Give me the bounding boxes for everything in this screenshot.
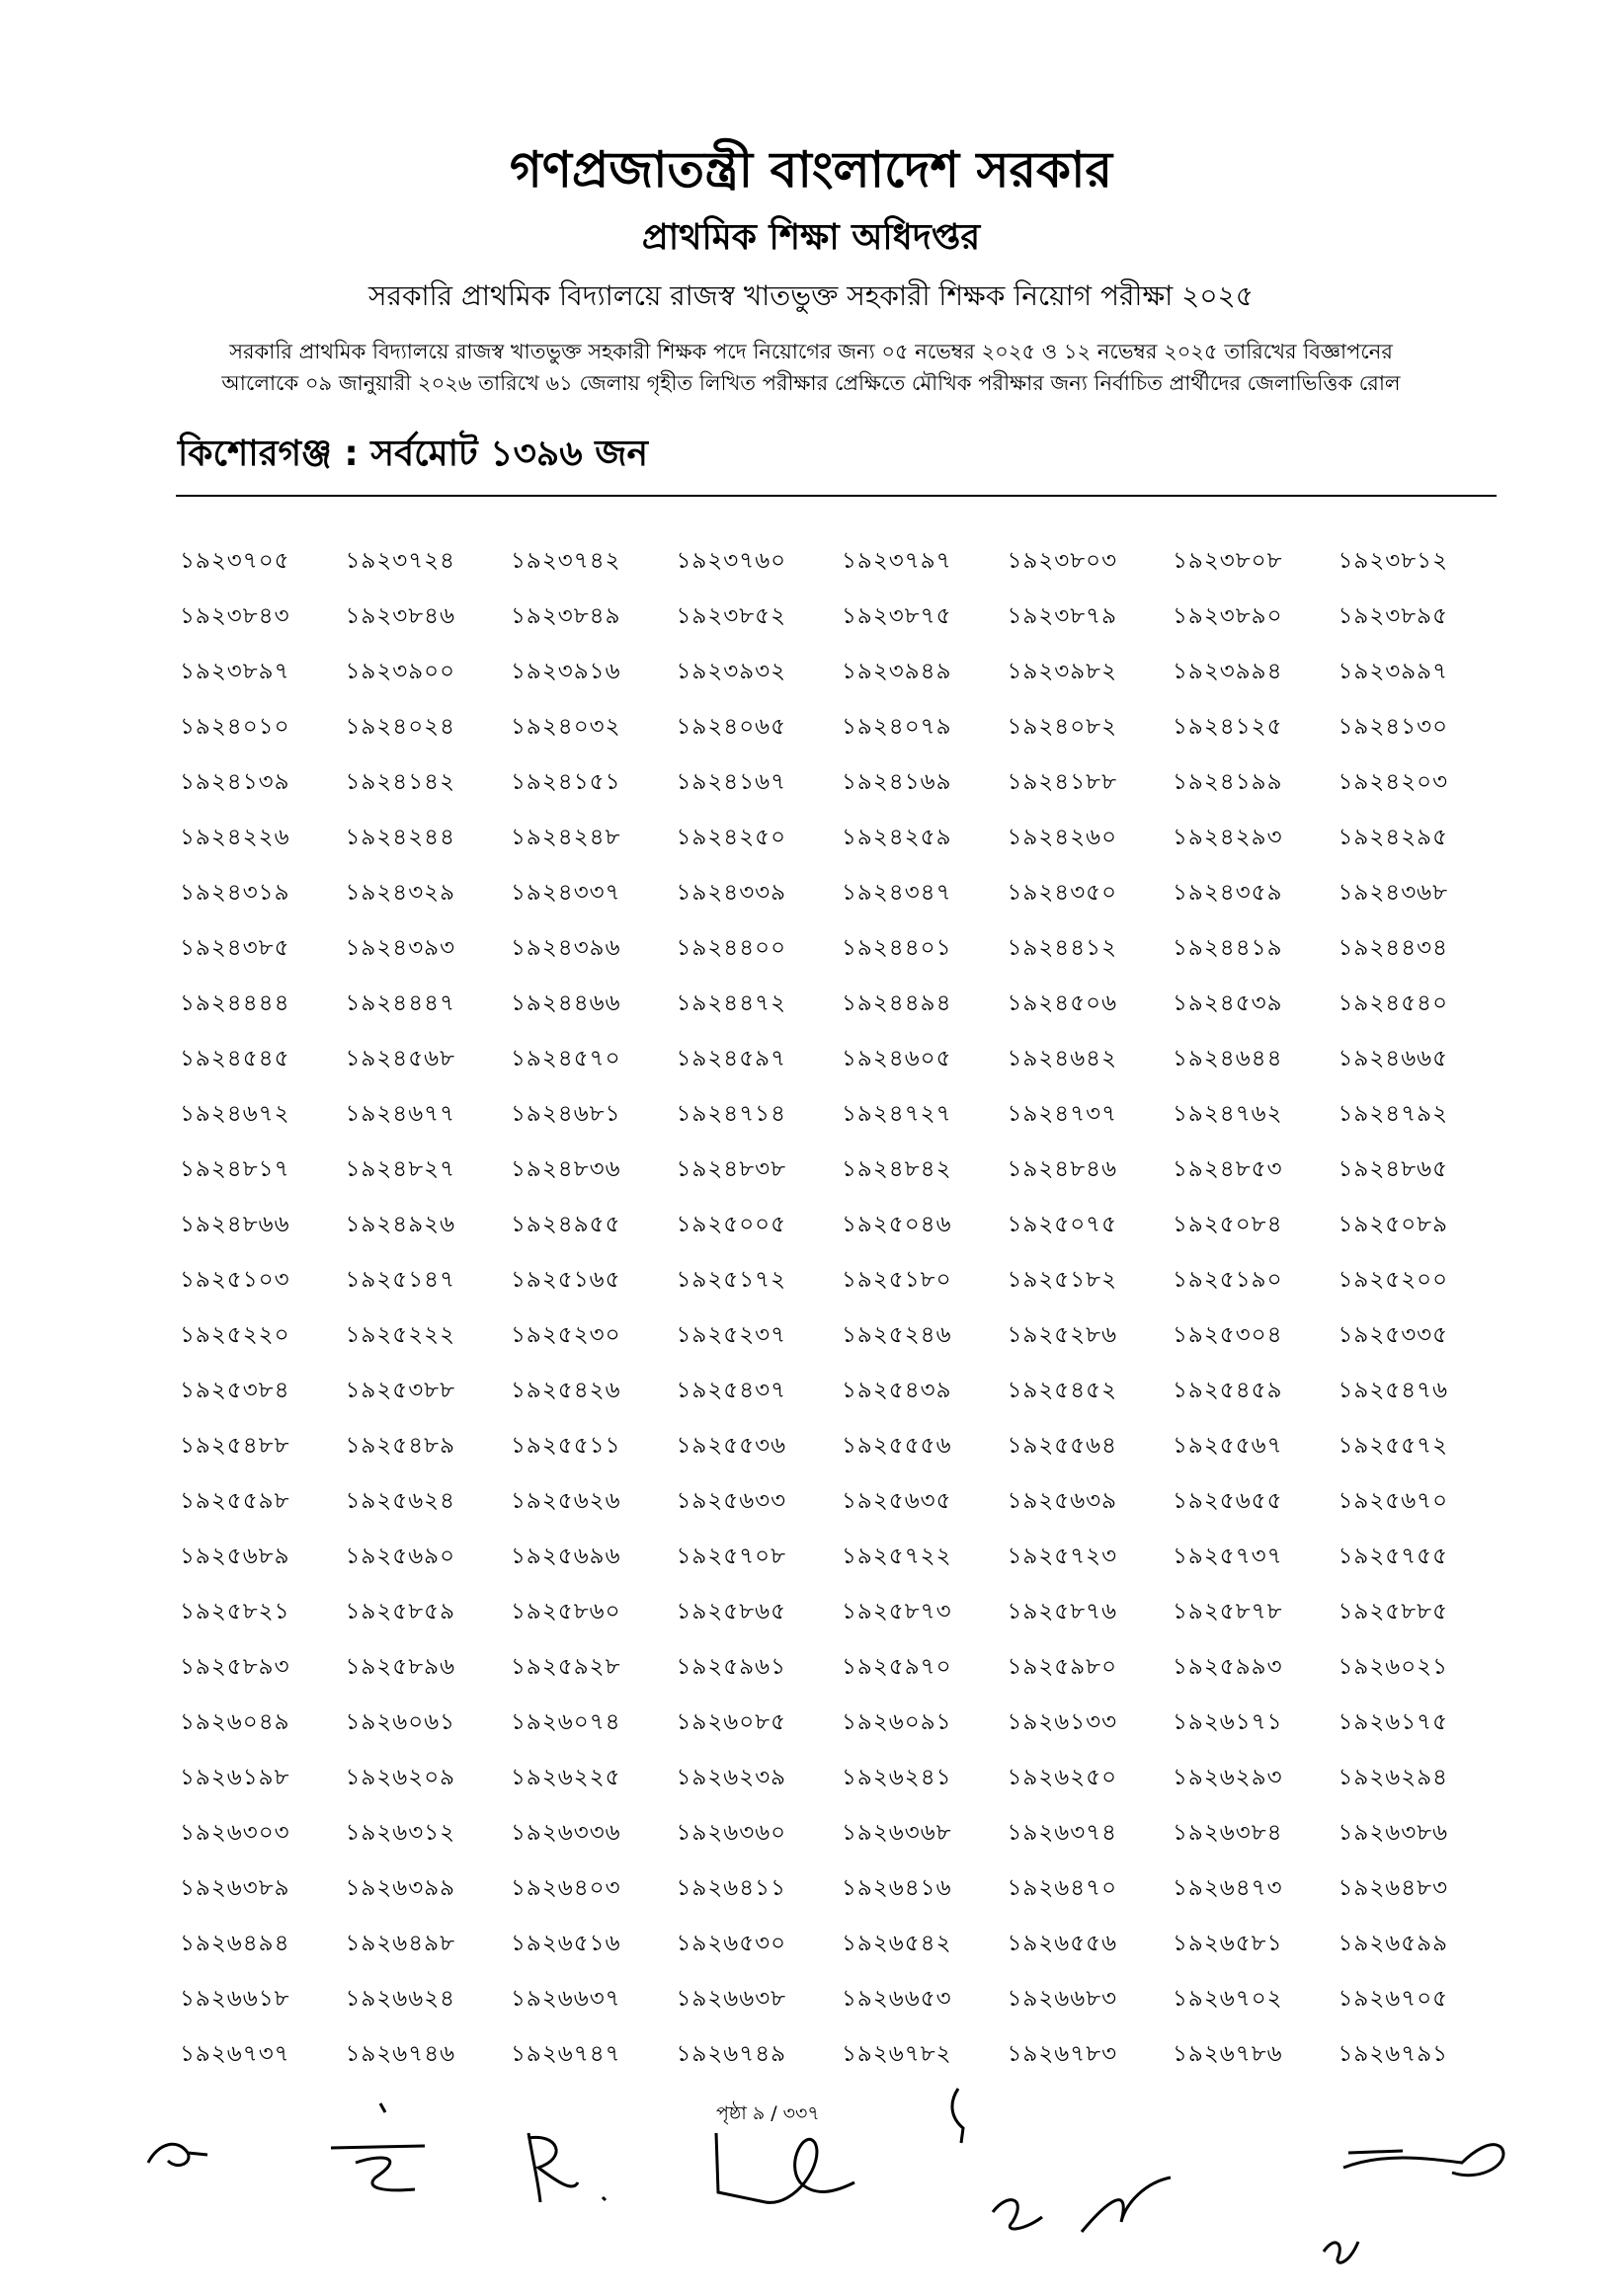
roll-number: ১৯২৬৪৮৩ [1338, 1874, 1449, 1901]
signature-3 [519, 2123, 627, 2212]
roll-number: ১৯২৪২৪৪ [345, 824, 456, 850]
roll-number: ১৯২৩৮০৮ [1173, 547, 1283, 574]
roll-number: ১৯২৬৫৪২ [842, 1930, 952, 1956]
roll-row [180, 976, 1503, 1031]
roll-number: ১৯২৪১২৫ [1173, 713, 1283, 740]
roll-number: ১৯২৫১৯০ [1173, 1266, 1283, 1293]
roll-number: ১৯২৪১৩৯ [180, 768, 290, 795]
roll-number: ১৯২৬০৮৫ [676, 1708, 787, 1735]
signature-1 [138, 2123, 217, 2182]
roll-number: ১৯২৫৬৯৬ [511, 1543, 621, 1569]
roll-number: ১৯২৪৫৪০ [1338, 990, 1449, 1016]
roll-number: ১৯২৪৩৪৭ [842, 879, 952, 906]
notice-line-2: আলোকে ০৯ জানুয়ারী ২০২৬ তারিখে ৬১ জেলায় গৃহীত লিখিত পরীক্ষার প্রেক্ষিতে মৌখিক পরীক্ষার জন্য নির্বাচিত প্রার্থীদের জেলাভিত্তিক রোল [221, 371, 1401, 395]
district-heading: কিশোরগঞ্জ : সর্বমোট ১৩৯৬ জন [178, 434, 648, 474]
roll-number: ১৯২৬২৫০ [1007, 1764, 1118, 1790]
roll-number: ১৯২৩৮৯০ [1173, 602, 1283, 629]
roll-number: ১৯২৬৪০৩ [511, 1874, 621, 1901]
roll-number: ১৯২৪৫৪৫ [180, 1045, 290, 1071]
roll-number: ১৯২৩৭৯৭ [842, 547, 952, 574]
roll-number: ১৯২৪৮৬৬ [180, 1211, 290, 1237]
roll-number: ১৯২৬৩০৩ [180, 1819, 290, 1846]
roll-row [180, 1252, 1503, 1307]
roll-number: ১৯২৪৪০১ [842, 934, 952, 961]
roll-number: ১৯২৬৩৮৪ [1173, 1819, 1283, 1846]
roll-number: ১৯২৫১৮০ [842, 1266, 952, 1293]
roll-number: ১৯২৫৮৭৩ [842, 1598, 952, 1624]
roll-row [180, 644, 1503, 699]
roll-number: ১৯২৩৮৭৯ [1007, 602, 1118, 629]
roll-number: ১৯২৬০২১ [1338, 1653, 1449, 1680]
roll-number: ১৯২৫৬৭০ [1338, 1487, 1449, 1514]
roll-number: ১৯২৪৫৬৮ [345, 1045, 456, 1071]
roll-number: ১৯২৪২৯৫ [1338, 824, 1449, 850]
roll-number: ১৯২৫৪৫৯ [1173, 1377, 1283, 1403]
roll-number: ১৯২৫৫৫৬ [842, 1432, 952, 1459]
roll-number: ১৯২৪৪৪৭ [345, 990, 456, 1016]
roll-row [180, 699, 1503, 754]
roll-number: ১৯২৪৪৪৪ [180, 990, 290, 1016]
roll-number: ১৯২৬১৩৩ [1007, 1708, 1118, 1735]
roll-row [180, 1086, 1503, 1142]
roll-number: ১৯২৫৪২৬ [511, 1377, 621, 1403]
roll-number: ১৯২৪৮১৭ [180, 1155, 290, 1182]
roll-number: ১৯২৫৯৬১ [676, 1653, 787, 1680]
roll-row [180, 1307, 1503, 1363]
roll-number: ১৯২৩৯৩২ [676, 658, 787, 684]
signature-5 [933, 2084, 1210, 2252]
roll-number: ১৯২৬০৭৪ [511, 1708, 621, 1735]
heading-divider [176, 495, 1497, 497]
roll-number: ১৯২৪৫৭০ [511, 1045, 621, 1071]
roll-number: ১৯২৫১৬৫ [511, 1266, 621, 1293]
signature-2 [326, 2098, 435, 2207]
roll-number: ১৯২৫৫৩৬ [676, 1432, 787, 1459]
roll-number: ১৯২৩৯৮২ [1007, 658, 1118, 684]
roll-number: ১৯২৫৬৮৯ [180, 1543, 290, 1569]
roll-number: ১৯২৪৪৩৪ [1338, 934, 1449, 961]
roll-row [180, 1584, 1503, 1639]
roll-row [180, 1418, 1503, 1473]
roll-number: ১৯২৬৫১৬ [511, 1930, 621, 1956]
roll-number: ১৯২৪৩৯৬ [511, 934, 621, 961]
roll-number: ১৯২৫৭২৩ [1007, 1543, 1118, 1569]
roll-number: ১৯২৫২০০ [1338, 1266, 1449, 1293]
roll-number: ১৯২৩৭৪২ [511, 547, 621, 574]
roll-row [180, 2026, 1503, 2082]
roll-row [180, 810, 1503, 865]
roll-number: ১৯২৬৭৯১ [1338, 2040, 1449, 2067]
roll-number: ১৯২৬৭৮৬ [1173, 2040, 1283, 2067]
roll-number: ১৯২৪৩৫০ [1007, 879, 1118, 906]
roll-number: ১৯২৫৮২১ [180, 1598, 290, 1624]
roll-number: ১৯২৬৬৩৮ [676, 1985, 787, 2012]
roll-number: ১৯২৬২৪১ [842, 1764, 952, 1790]
roll-number: ১৯২৬১৭১ [1173, 1708, 1283, 1735]
roll-number: ১৯২৫৮৮৫ [1338, 1598, 1449, 1624]
roll-number: ১৯২৫৪৫২ [1007, 1377, 1118, 1403]
roll-number: ১৯২৫৭০৮ [676, 1543, 787, 1569]
roll-number: ১৯২৪২৫৯ [842, 824, 952, 850]
roll-number: ১৯২৪৪১৯ [1173, 934, 1283, 961]
roll-number: ১৯২৪৩৯৩ [345, 934, 456, 961]
roll-number: ১৯২৬৩৬০ [676, 1819, 787, 1846]
roll-number: ১৯২৩৮৯৭ [180, 658, 290, 684]
roll-number: ১৯২৬৭৮৩ [1007, 2040, 1118, 2067]
roll-number: ১৯২৪৬৪২ [1007, 1045, 1118, 1071]
roll-number: ১৯২৪২৯৩ [1173, 824, 1283, 850]
roll-row [180, 1197, 1503, 1252]
roll-number: ১৯২৫৬৫৫ [1173, 1487, 1283, 1514]
roll-number: ১৯২৬৭৩৭ [180, 2040, 290, 2067]
roll-number: ১৯২৫০৪৬ [842, 1211, 952, 1237]
roll-row [180, 1639, 1503, 1695]
roll-number: ১৯২৪০৬৫ [676, 713, 787, 740]
roll-number: ১৯২৪২২৬ [180, 824, 290, 850]
roll-number: ১৯২৬২৯৪ [1338, 1764, 1449, 1790]
roll-number: ১৯২৪৬৮১ [511, 1100, 621, 1127]
roll-row [180, 1473, 1503, 1529]
roll-number: ১৯২৩৮৪৬ [345, 602, 456, 629]
roll-number: ১৯২৪০৮২ [1007, 713, 1118, 740]
roll-number: ১৯২৫৮৬০ [511, 1598, 621, 1624]
roll-number: ১৯২৪১৪২ [345, 768, 456, 795]
roll-number: ১৯২৬৩৬৮ [842, 1819, 952, 1846]
roll-number: ১৯২৫৫৬৭ [1173, 1432, 1283, 1459]
roll-number: ১৯২৩৮০৩ [1007, 547, 1118, 574]
roll-number: ১৯২৪৮৩৮ [676, 1155, 787, 1182]
roll-number: ১৯২৫৪৮৮ [180, 1432, 290, 1459]
roll-number: ১৯২৪৭১৪ [676, 1100, 787, 1127]
roll-number: ১৯২৪৫০৬ [1007, 990, 1118, 1016]
roll-number: ১৯২৫৯৯৩ [1173, 1653, 1283, 1680]
roll-number: ১৯২৫৮৭৮ [1173, 1598, 1283, 1624]
roll-number: ১৯২৫৪৮৯ [345, 1432, 456, 1459]
roll-number: ১৯২৫০৮৪ [1173, 1211, 1283, 1237]
roll-number: ১৯২৪৪৯৪ [842, 990, 952, 1016]
roll-number: ১৯২৪৩১৯ [180, 879, 290, 906]
roll-number: ১৯২৪৮৪৬ [1007, 1155, 1118, 1182]
roll-number: ১৯২৪৪১২ [1007, 934, 1118, 961]
roll-number: ১৯২৫৯৭০ [842, 1653, 952, 1680]
roll-number: ১৯২৫৫১১ [511, 1432, 621, 1459]
roll-number: ১৯২৫৩৮৮ [345, 1377, 456, 1403]
roll-number: ১৯২৬৪১৬ [842, 1874, 952, 1901]
roll-number: ১৯২৬১৯৮ [180, 1764, 290, 1790]
roll-number: ১৯২৪২৪৮ [511, 824, 621, 850]
roll-number: ১৯২৪৪৭২ [676, 990, 787, 1016]
roll-row [180, 1861, 1503, 1916]
roll-number: ১৯২৬৩৮৬ [1338, 1819, 1449, 1846]
roll-number: ১৯২৫৮৬৫ [676, 1598, 787, 1624]
roll-number: ১৯২৫৬৯০ [345, 1543, 456, 1569]
roll-number: ১৯২৪১৬৭ [676, 768, 787, 795]
roll-number: ১৯২৩৮৭৫ [842, 602, 952, 629]
roll-number: ১৯২৬৩৮৯ [180, 1874, 290, 1901]
roll-number: ১৯২৫১৪৭ [345, 1266, 456, 1293]
roll-number: ১৯২৩৮১২ [1338, 547, 1449, 574]
roll-number: ১৯২৬৫৩০ [676, 1930, 787, 1956]
roll-row [180, 1916, 1503, 1971]
roll-number: ১৯২৪৭২৭ [842, 1100, 952, 1127]
roll-number-grid [180, 533, 1503, 2082]
roll-number: ১৯২৫৬৩৫ [842, 1487, 952, 1514]
roll-number: ১৯২৪৯৫৫ [511, 1211, 621, 1237]
roll-number: ১৯২৬৭০২ [1173, 1985, 1283, 2012]
notice-line-1: সরকারি প্রাথমিক বিদ্যালয়ে রাজস্ব খাতভুক্ত সহকারী শিক্ষক পদে নিয়োগের জন্য ০৫ নভেম্বর ২০২৫ ও ১২ নভেম্বর ২০২৫ তারিখের বিজ্ঞাপনের [229, 340, 1393, 363]
roll-number: ১৯২৩৭৬০ [676, 547, 787, 574]
roll-number: ১৯২৫০৮৯ [1338, 1211, 1449, 1237]
roll-number: ১৯২৩৯১৬ [511, 658, 621, 684]
roll-number: ১৯২৪১৮৮ [1007, 768, 1118, 795]
roll-number: ১৯২৬৪৯৪ [180, 1930, 290, 1956]
roll-row [180, 1031, 1503, 1086]
roll-number: ১৯২৪২০৩ [1338, 768, 1449, 795]
roll-number: ১৯২৫৬২৪ [345, 1487, 456, 1514]
roll-number: ১৯২৫৪৭৬ [1338, 1377, 1449, 1403]
roll-number: ১৯২৫৩৮৪ [180, 1377, 290, 1403]
roll-number: ১৯২৫৮৯৬ [345, 1653, 456, 1680]
roll-number: ১৯২৪২৫০ [676, 824, 787, 850]
roll-row [180, 1363, 1503, 1418]
roll-number: ১৯২৬৬৫৩ [842, 1985, 952, 2012]
roll-number: ১৯২৬৭৪৯ [676, 2040, 787, 2067]
roll-number: ১৯২৬৩৭৪ [1007, 1819, 1118, 1846]
roll-number: ১৯২৫২৪৬ [842, 1321, 952, 1348]
roll-number: ১৯২৬০৯১ [842, 1708, 952, 1735]
roll-number: ১৯২৩৯৪৯ [842, 658, 952, 684]
roll-number: ১৯২৪৩৫৯ [1173, 879, 1283, 906]
roll-number: ১৯২৫১৭২ [676, 1266, 787, 1293]
roll-number: ১৯২৬৪৭০ [1007, 1874, 1118, 1901]
roll-number: ১৯২৫৯৮০ [1007, 1653, 1118, 1680]
government-title: গণপ্রজাতন্ত্রী বাংলাদেশ সরকার [510, 141, 1112, 198]
roll-number: ১৯২৬৩১২ [345, 1819, 456, 1846]
roll-number: ১৯২৪৮৫৩ [1173, 1155, 1283, 1182]
roll-number: ১৯২৪৬৪৪ [1173, 1045, 1283, 1071]
roll-number: ১৯২৪০১০ [180, 713, 290, 740]
roll-number: ১৯২৪৮৩৬ [511, 1155, 621, 1182]
roll-number: ১৯২৫৮৭৬ [1007, 1598, 1118, 1624]
directorate-title: প্রাথমিক শিক্ষা অধিদপ্তর [641, 217, 981, 258]
roll-number: ১৯২৬৭৮২ [842, 2040, 952, 2067]
roll-number: ১৯২৪০৭৯ [842, 713, 952, 740]
roll-number: ১৯২৫৮৫৯ [345, 1598, 456, 1624]
roll-number: ১৯২৪৪০০ [676, 934, 787, 961]
roll-number: ১৯২৫১৮২ [1007, 1266, 1118, 1293]
roll-number: ১৯২৫৩৩৫ [1338, 1321, 1449, 1348]
roll-number: ১৯২৪১৯৯ [1173, 768, 1283, 795]
roll-row [180, 589, 1503, 644]
roll-row [180, 920, 1503, 976]
roll-number: ১৯২৬২০৯ [345, 1764, 456, 1790]
roll-number: ১৯২৬৪৯৮ [345, 1930, 456, 1956]
roll-number: ১৯২৫২৮৬ [1007, 1321, 1118, 1348]
roll-number: ১৯২৬৩৯৯ [345, 1874, 456, 1901]
roll-number: ১৯২৫৩০৪ [1173, 1321, 1283, 1348]
roll-row [180, 865, 1503, 920]
roll-number: ১৯২৪০২৪ [345, 713, 456, 740]
roll-number: ১৯২৪৮৬৫ [1338, 1155, 1449, 1182]
roll-number: ১৯২৩৯৯৪ [1173, 658, 1283, 684]
roll-number: ১৯২৪১৫১ [511, 768, 621, 795]
roll-number: ১৯২৩৯০০ [345, 658, 456, 684]
roll-number: ১৯২৬৩৩৬ [511, 1819, 621, 1846]
roll-number: ১৯২৪৩৩৭ [511, 879, 621, 906]
roll-number: ১৯২৪৬৬৫ [1338, 1045, 1449, 1071]
roll-row [180, 533, 1503, 589]
roll-row [180, 1750, 1503, 1805]
roll-number: ১৯২৬১৭৫ [1338, 1708, 1449, 1735]
roll-number: ১৯২৫৪৩৭ [676, 1377, 787, 1403]
roll-number: ১৯২৫৭২২ [842, 1543, 952, 1569]
roll-number: ১৯২৬৪১১ [676, 1874, 787, 1901]
roll-number: ১৯২৪৭৯২ [1338, 1100, 1449, 1127]
roll-number: ১৯২৪৯২৬ [345, 1211, 456, 1237]
roll-row [180, 1529, 1503, 1584]
roll-number: ১৯২৪০৩২ [511, 713, 621, 740]
roll-number: ১৯২৪১৩০ [1338, 713, 1449, 740]
roll-number: ১৯২৫৭৫৫ [1338, 1543, 1449, 1569]
roll-number: ১৯২৪৬৭২ [180, 1100, 290, 1127]
roll-number: ১৯২৬৭৪৭ [511, 2040, 621, 2067]
roll-number: ১৯২৫৬৩৯ [1007, 1487, 1118, 1514]
roll-number: ১৯২৬৬১৮ [180, 1985, 290, 2012]
roll-number: ১৯২৪৩৮৫ [180, 934, 290, 961]
roll-number: ১৯২৫৯২৮ [511, 1653, 621, 1680]
roll-number: ১৯২৬৭০৫ [1338, 1985, 1449, 2012]
roll-number: ১৯২৫৫৯৮ [180, 1487, 290, 1514]
roll-number: ১৯২৩৭২৪ [345, 547, 456, 574]
roll-row [180, 1805, 1503, 1861]
roll-number: ১৯২৩৮৯৫ [1338, 602, 1449, 629]
roll-number: ১৯২৬৫৫৬ [1007, 1930, 1118, 1956]
roll-number: ১৯২৬৫৯৯ [1338, 1930, 1449, 1956]
signature-4 [706, 2123, 864, 2212]
roll-number: ১৯২৬৫৮১ [1173, 1930, 1283, 1956]
roll-row [180, 1695, 1503, 1750]
roll-number: ১৯২৫৮৯৩ [180, 1653, 290, 1680]
roll-number: ১৯২৬৬৮৩ [1007, 1985, 1118, 2012]
roll-number: ১৯২৫০০৫ [676, 1211, 787, 1237]
roll-number: ১৯২৪৩৩৯ [676, 879, 787, 906]
roll-number: ১৯২৩৭০৫ [180, 547, 290, 574]
roll-number: ১৯২৪৩২৯ [345, 879, 456, 906]
roll-row [180, 754, 1503, 810]
roll-number: ১৯২৪৬৭৭ [345, 1100, 456, 1127]
roll-number: ১৯২৫২২২ [345, 1321, 456, 1348]
roll-number: ১৯২৪২৬০ [1007, 824, 1118, 850]
roll-number: ১৯২৬০৪৯ [180, 1708, 290, 1735]
roll-number: ১৯২৫০৭৫ [1007, 1211, 1118, 1237]
roll-number: ১৯২৪৫৯৭ [676, 1045, 787, 1071]
roll-number: ১৯২৫৬২৬ [511, 1487, 621, 1514]
roll-number: ১৯২৫৬৩৩ [676, 1487, 787, 1514]
roll-number: ১৯২৪১৬৯ [842, 768, 952, 795]
roll-row [180, 1971, 1503, 2026]
roll-number: ১৯২৩৮৪৯ [511, 602, 621, 629]
roll-number: ১৯২৫২৩০ [511, 1321, 621, 1348]
roll-number: ১৯২৪৮২৭ [345, 1155, 456, 1182]
roll-number: ১৯২৬৪৭৩ [1173, 1874, 1283, 1901]
roll-row [180, 1142, 1503, 1197]
roll-number: ১৯২৫১০৩ [180, 1266, 290, 1293]
roll-number: ১৯২৫৭৩৭ [1173, 1543, 1283, 1569]
roll-number: ১৯২৫৪৩৯ [842, 1377, 952, 1403]
page-number: পৃষ্ঠা ৯ / ৩৩৭ [716, 2102, 820, 2124]
roll-number: ১৯২৬২৯৩ [1173, 1764, 1283, 1790]
roll-number: ১৯২৪৪৬৬ [511, 990, 621, 1016]
roll-number: ১৯২৬২২৫ [511, 1764, 621, 1790]
roll-number: ১৯২৪৭৩৭ [1007, 1100, 1118, 1127]
roll-number: ১৯২৩৯৯৭ [1338, 658, 1449, 684]
roll-number: ১৯২৪৩৬৮ [1338, 879, 1449, 906]
roll-number: ১৯২৬২৩৯ [676, 1764, 787, 1790]
roll-number: ১৯২৪৬০৫ [842, 1045, 952, 1071]
exam-title: সরকারি প্রাথমিক বিদ্যালয়ে রাজস্ব খাতভুক্ত সহকারী শিক্ষক নিয়োগ পরীক্ষা ২০২৫ [368, 279, 1254, 312]
roll-number: ১৯২৪৭৬২ [1173, 1100, 1283, 1127]
roll-number: ১৯২৫২২০ [180, 1321, 290, 1348]
roll-number: ১৯২৬৬২৪ [345, 1985, 456, 2012]
roll-number: ১৯২৩৮৪৩ [180, 602, 290, 629]
roll-number: ১৯২৫৫৬৪ [1007, 1432, 1118, 1459]
roll-number: ১৯২৫৫৭২ [1338, 1432, 1449, 1459]
roll-number: ১৯২৪৫৩৯ [1173, 990, 1283, 1016]
roll-number: ১৯২৫২৩৭ [676, 1321, 787, 1348]
roll-number: ১৯২৩৮৫২ [676, 602, 787, 629]
roll-number: ১৯২৬০৬১ [345, 1708, 456, 1735]
roll-number: ১৯২৬৬৩৭ [511, 1985, 621, 2012]
signature-6 [1284, 2123, 1521, 2281]
roll-number: ১৯২৪৮৪২ [842, 1155, 952, 1182]
roll-number: ১৯২৬৭৪৬ [345, 2040, 456, 2067]
